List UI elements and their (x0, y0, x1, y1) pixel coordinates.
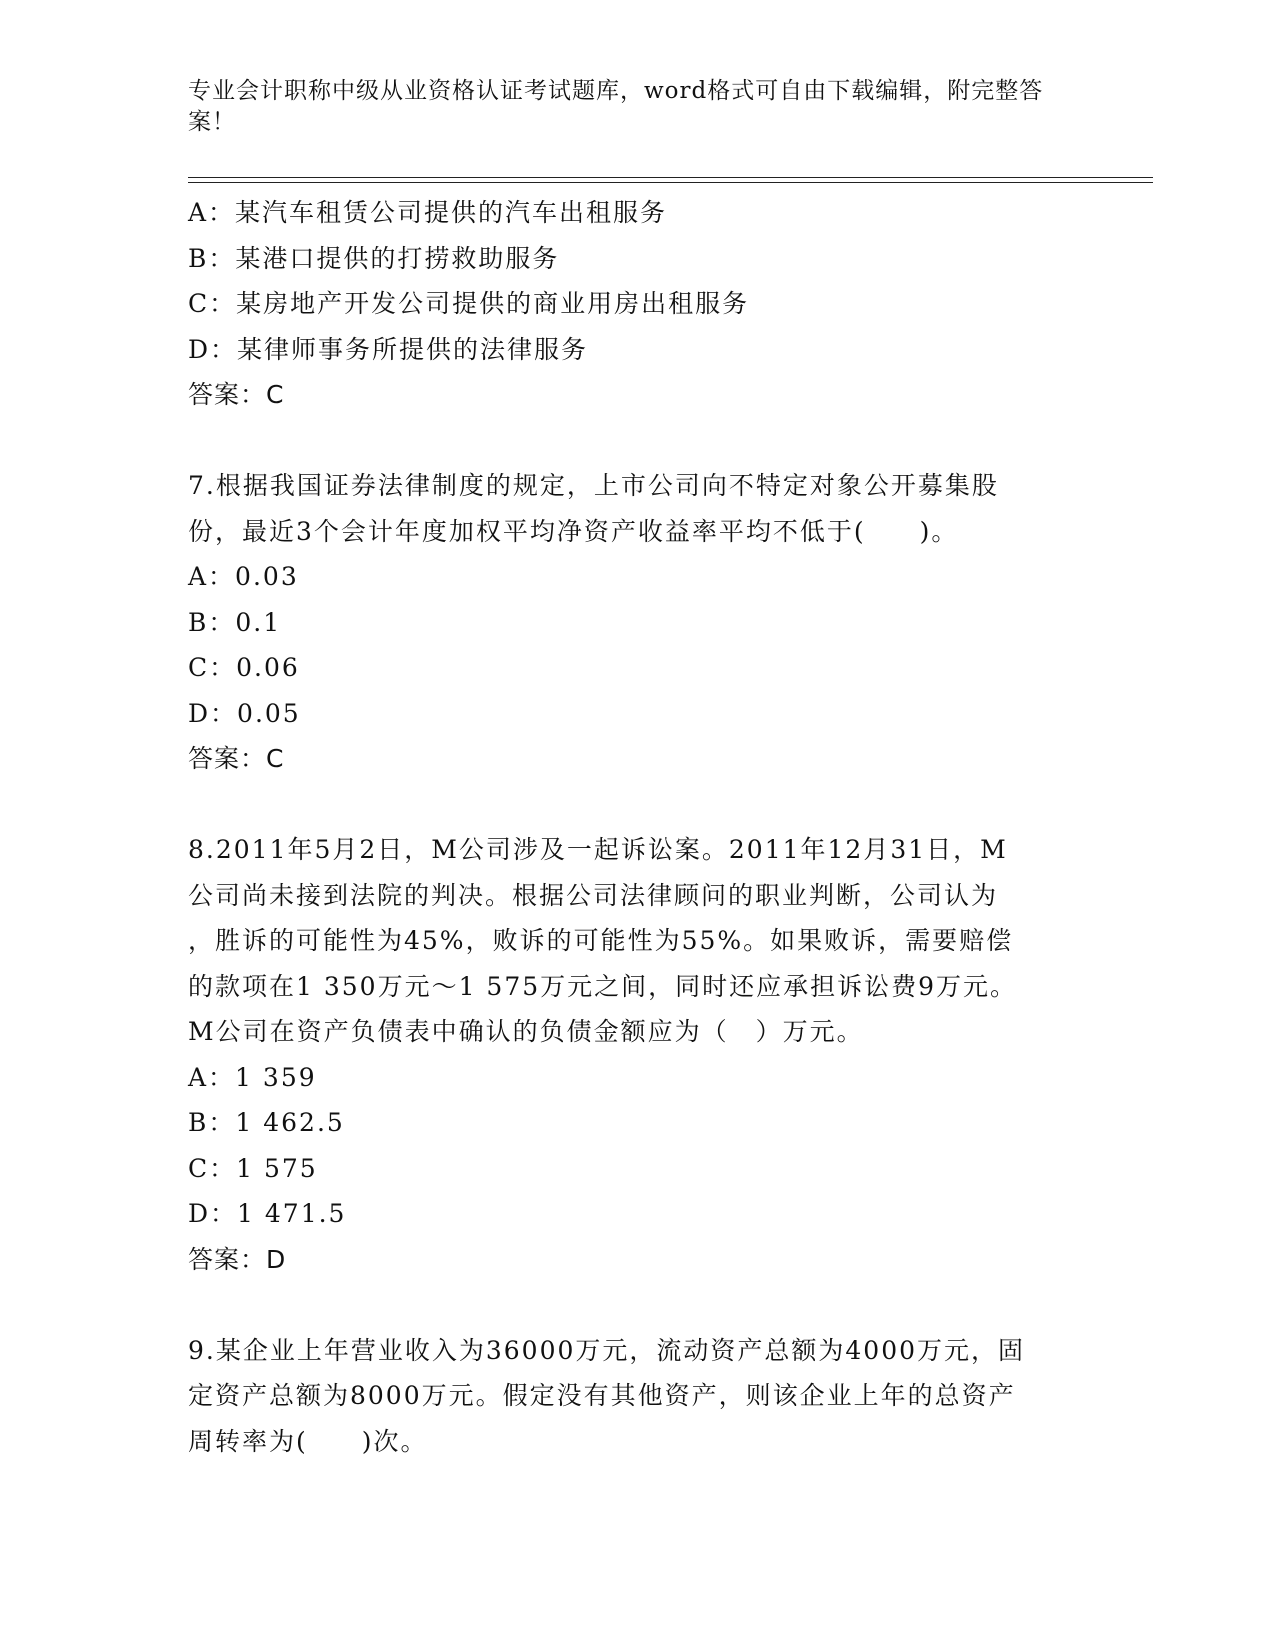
option-d: D：1 471.5 (188, 1199, 347, 1228)
spacer (188, 782, 1088, 828)
option-a: A：0.03 (188, 562, 299, 591)
answer: 答案：C (188, 380, 285, 409)
question-6-block (188, 190, 1088, 418)
question-content (188, 190, 1088, 1464)
option-a: A：1 359 (188, 1062, 317, 1092)
option-d: D：某律师事务所提供的法律服务 (188, 334, 589, 364)
question-7-block (188, 463, 1088, 782)
question-text-line: 7.根据我国证券法律制度的规定，上市公司向不特定对象公开募集股 (188, 471, 999, 500)
option-c: C：0.06 (188, 653, 300, 682)
question-text-line: 的款项在1 350万元～1 575万元之间，同时还应承担诉讼费9万元。 (188, 971, 1018, 1001)
option-b: B：某港口提供的打捞救助服务 (188, 243, 560, 273)
option-c: C：某房地产开发公司提供的商业用房出租服务 (188, 289, 750, 318)
header-divider-top (188, 177, 1153, 178)
spacer (188, 418, 1088, 464)
question-text-line: 份，最近3个会计年度加权平均净资产收益率平均不低于( )。 (188, 516, 959, 546)
question-text-line: 定资产总额为8000万元。假定没有其他资产，则该企业上年的总资产 (188, 1381, 1016, 1410)
header-text: 专业会计职称中级从业资格认证考试题库，word格式可自由下载编辑，附完整答案！ (188, 78, 1044, 135)
answer: 答案：C (188, 744, 285, 773)
question-9-block (188, 1328, 1088, 1465)
option-a: A：某汽车租赁公司提供的汽车出租服务 (188, 198, 668, 227)
question-8-block (188, 827, 1088, 1282)
option-c: C：1 575 (188, 1153, 318, 1183)
option-b: B：1 462.5 (188, 1108, 345, 1137)
question-text-line: 8.2011年5月2日，M公司涉及一起诉讼案。2011年12月31日，M (188, 835, 1008, 864)
answer: 答案：D (188, 1244, 287, 1274)
header-divider-bottom (188, 182, 1153, 183)
question-text-line: ，胜诉的可能性为45%，败诉的可能性为55%。如果败诉，需要赔偿 (188, 926, 1014, 955)
document-header (188, 76, 1068, 138)
spacer (188, 1282, 1088, 1328)
question-text-line: 周转率为( )次。 (188, 1426, 428, 1456)
question-text-line: 公司尚未接到法院的判决。根据公司法律顾问的职业判断，公司认为 (188, 880, 999, 910)
option-b: B：0.1 (188, 607, 282, 637)
question-text-line: 9.某企业上年营业收入为36000万元，流动资产总额为4000万元，固 (188, 1335, 1026, 1365)
option-d: D：0.05 (188, 698, 301, 728)
question-text-line: M公司在资产负债表中确认的负债金额应为（ ）万元。 (188, 1017, 864, 1046)
